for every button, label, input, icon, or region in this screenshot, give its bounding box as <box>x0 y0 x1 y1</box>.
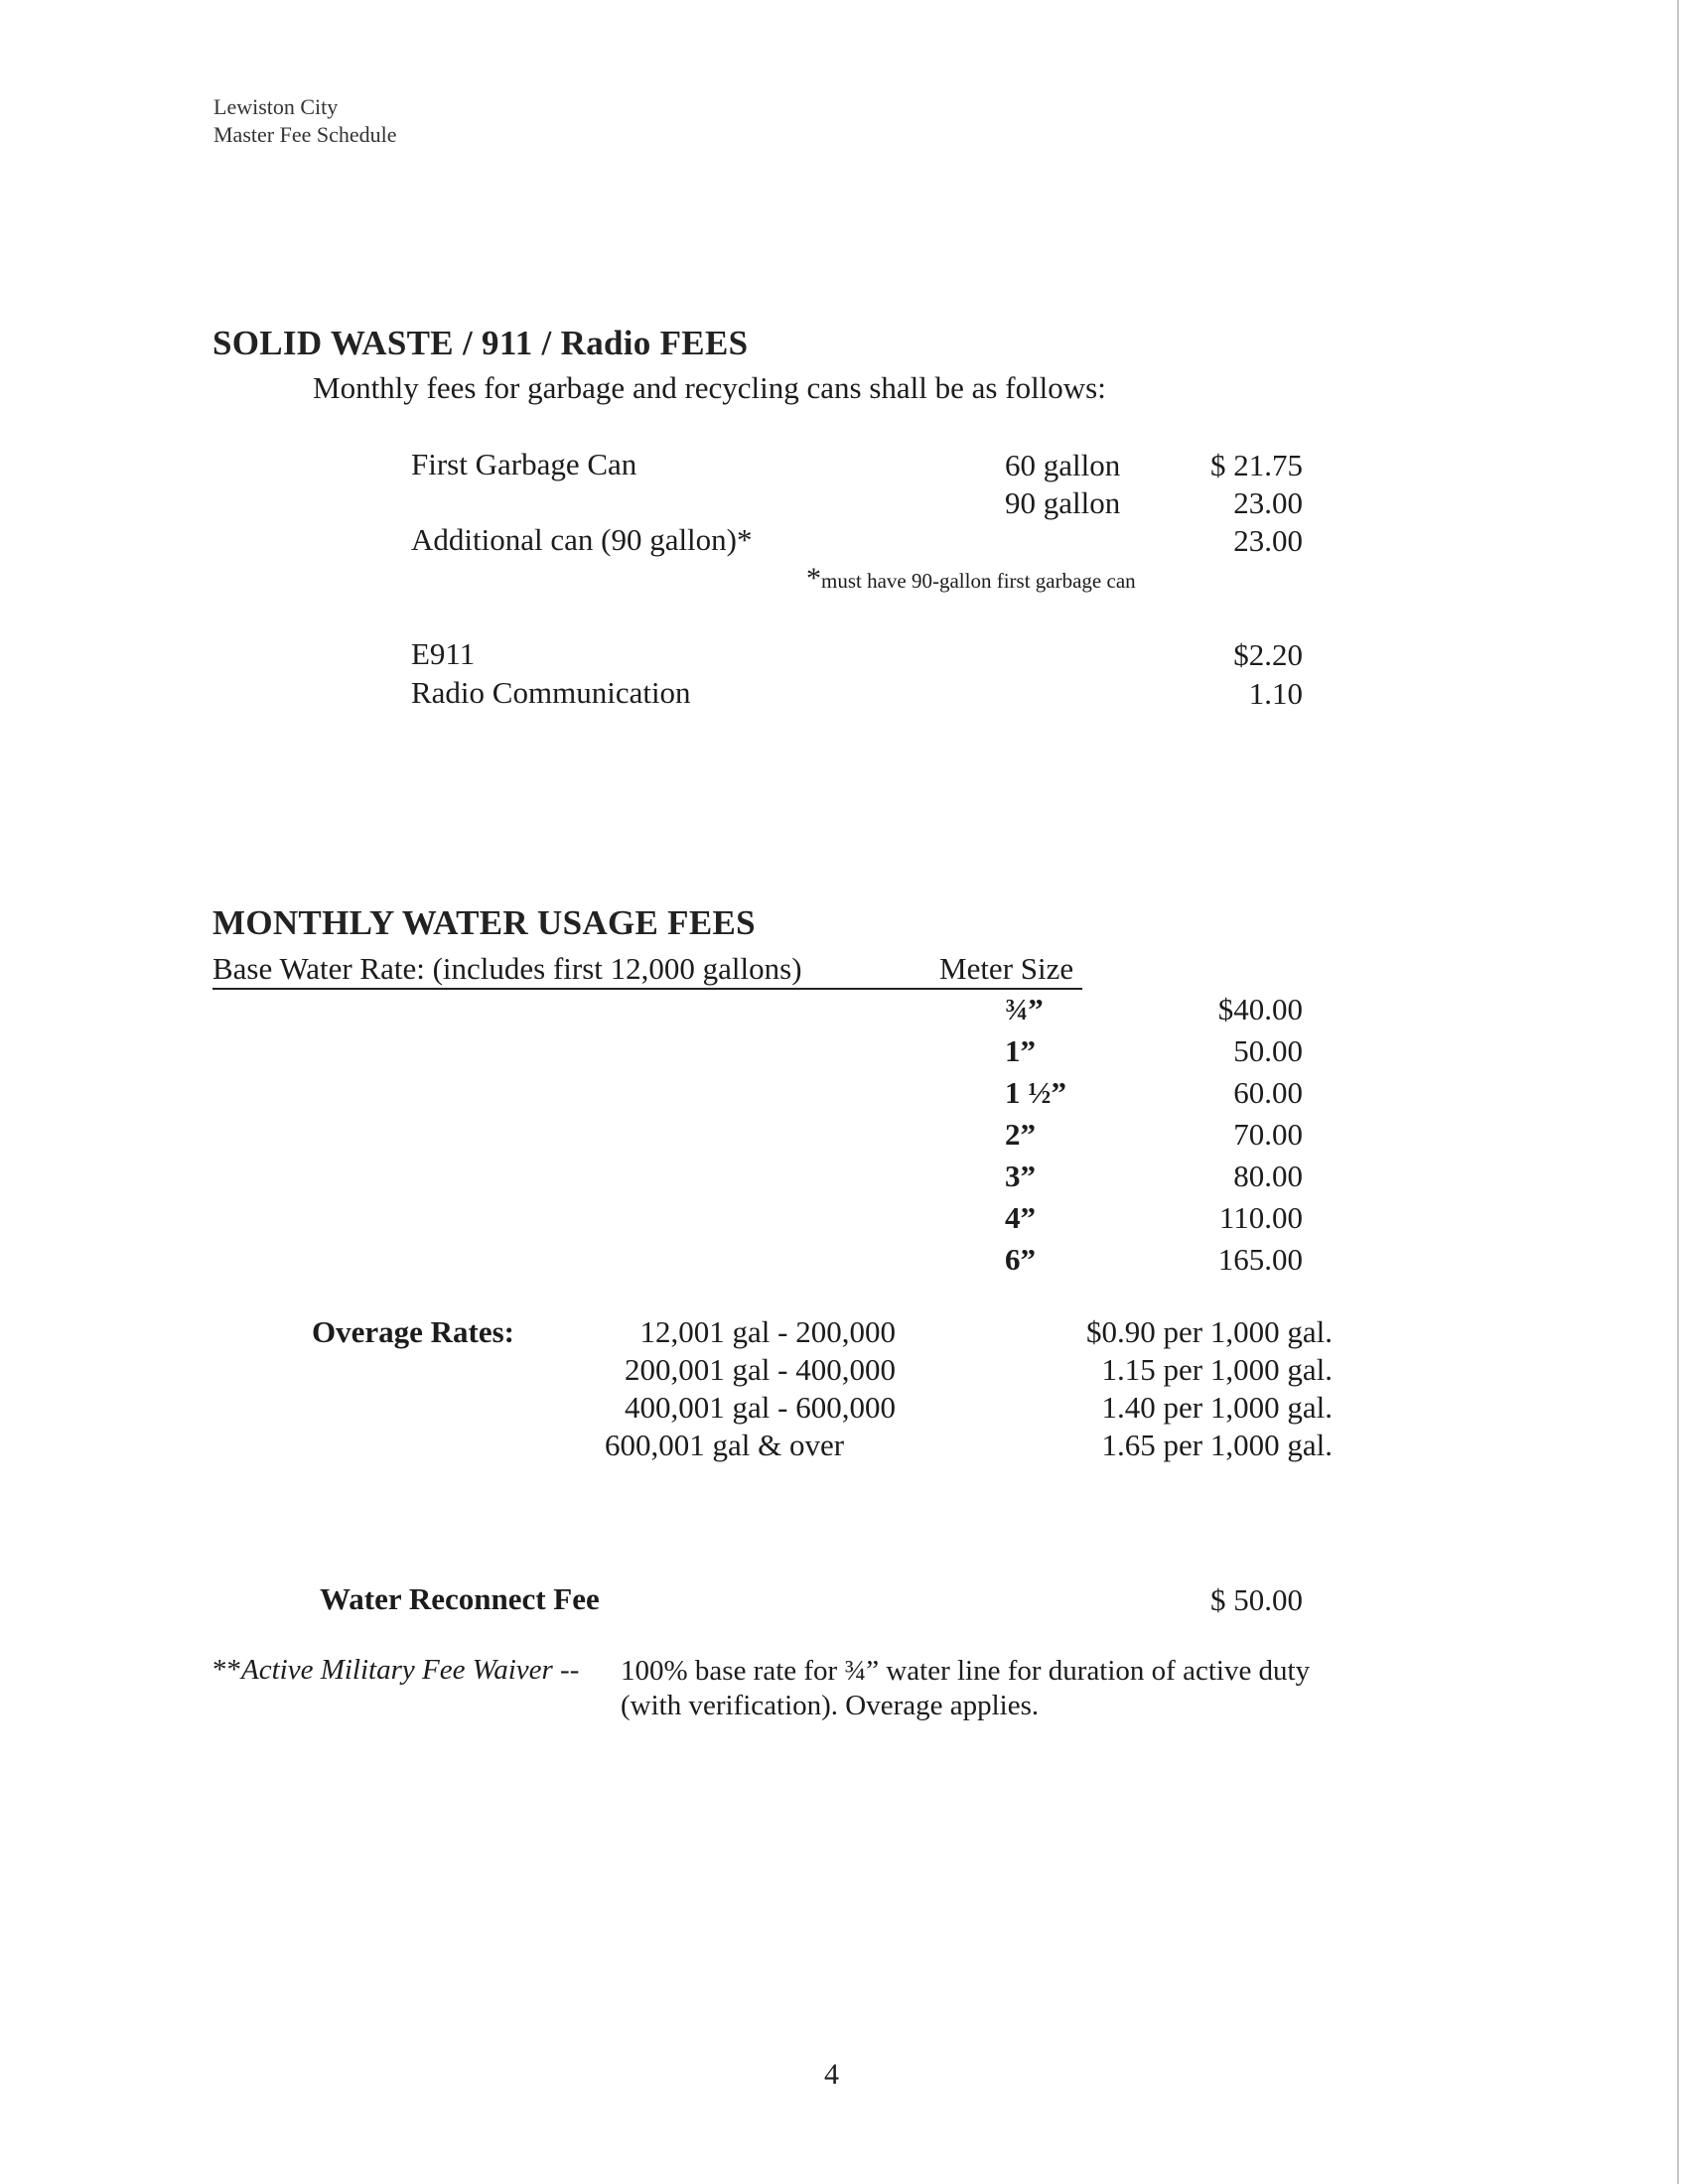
meter-price: 80.00 <box>1233 1159 1303 1193</box>
meter-size: 1” <box>1005 1033 1036 1068</box>
overage-rate: 1.40 per 1,000 gal. <box>1101 1390 1333 1425</box>
military-prefix: ** <box>212 1654 241 1686</box>
base-rate-underline <box>212 988 1082 990</box>
garbage-footnote <box>806 562 1136 596</box>
military-label: Active Military Fee Waiver <box>241 1654 553 1686</box>
garbage-row-3-label: Additional can (90 gallon)* <box>411 522 753 557</box>
meter-price: 165.00 <box>1217 1242 1303 1277</box>
radio-price: 1.10 <box>1248 676 1303 711</box>
e911-price: $2.20 <box>1233 637 1303 672</box>
garbage-row-1-price: $ 21.75 <box>1210 448 1303 482</box>
garbage-row-2-size: 90 gallon <box>1005 485 1121 520</box>
reconnect-fee-price: $ 50.00 <box>1210 1582 1303 1617</box>
footnote-text: must have 90-gallon first garbage can <box>821 569 1136 593</box>
garbage-row-2-price: 23.00 <box>1233 485 1303 520</box>
overage-rate: $0.90 per 1,000 gal. <box>1086 1314 1333 1349</box>
reconnect-fee-label: Water Reconnect Fee <box>320 1581 600 1616</box>
overage-label: Overage Rates: <box>312 1314 514 1349</box>
military-waiver-line-2: (with verification). Overage applies. <box>621 1690 1040 1721</box>
page-number: 4 <box>824 2058 839 2091</box>
meter-size: 4” <box>1005 1200 1036 1235</box>
meter-size: 6” <box>1005 1242 1036 1277</box>
solid-waste-title: SOLID WASTE / 911 / Radio FEES <box>212 324 749 362</box>
meter-size: 3” <box>1005 1159 1036 1193</box>
e911-label: E911 <box>411 636 476 671</box>
garbage-row-3-price: 23.00 <box>1233 523 1303 558</box>
base-water-rate-label: Base Water Rate: (includes first 12,000 gallons) <box>212 951 802 986</box>
military-waiver-label <box>212 1654 579 1687</box>
garbage-row-1-label: First Garbage Can <box>411 447 637 481</box>
garbage-row-1-size: 60 gallon <box>1005 448 1121 482</box>
overage-range: 600,001 gal & over <box>605 1428 845 1462</box>
header-schedule: Master Fee Schedule <box>213 122 397 147</box>
meter-price: 60.00 <box>1233 1075 1303 1110</box>
header-city: Lewiston City <box>213 94 339 119</box>
meter-size: ¾” <box>1005 992 1044 1026</box>
meter-price: 70.00 <box>1233 1117 1303 1152</box>
overage-rate: 1.15 per 1,000 gal. <box>1101 1352 1333 1387</box>
overage-range: 400,001 gal - 600,000 <box>625 1390 896 1425</box>
overage-range: 200,001 gal - 400,000 <box>625 1352 896 1387</box>
meter-size-header: Meter Size <box>939 951 1074 986</box>
military-dash: -- <box>560 1654 580 1686</box>
military-waiver-line-1: 100% base rate for ¾” water line for duration of active duty <box>621 1655 1311 1687</box>
meter-price: 50.00 <box>1233 1033 1303 1068</box>
meter-price: 110.00 <box>1218 1200 1303 1235</box>
meter-size: 2” <box>1005 1117 1036 1152</box>
overage-range: 12,001 gal - 200,000 <box>639 1314 896 1349</box>
overage-rate: 1.65 per 1,000 gal. <box>1101 1428 1333 1462</box>
radio-label: Radio Communication <box>411 675 691 710</box>
meter-size: 1 ½” <box>1005 1075 1066 1110</box>
meter-price: $40.00 <box>1217 992 1303 1026</box>
solid-waste-intro: Monthly fees for garbage and recycling cans shall be as follows: <box>313 370 1106 405</box>
scan-edge-line <box>1677 0 1679 2184</box>
footnote-star: * <box>806 562 821 595</box>
water-title: MONTHLY WATER USAGE FEES <box>212 903 756 942</box>
